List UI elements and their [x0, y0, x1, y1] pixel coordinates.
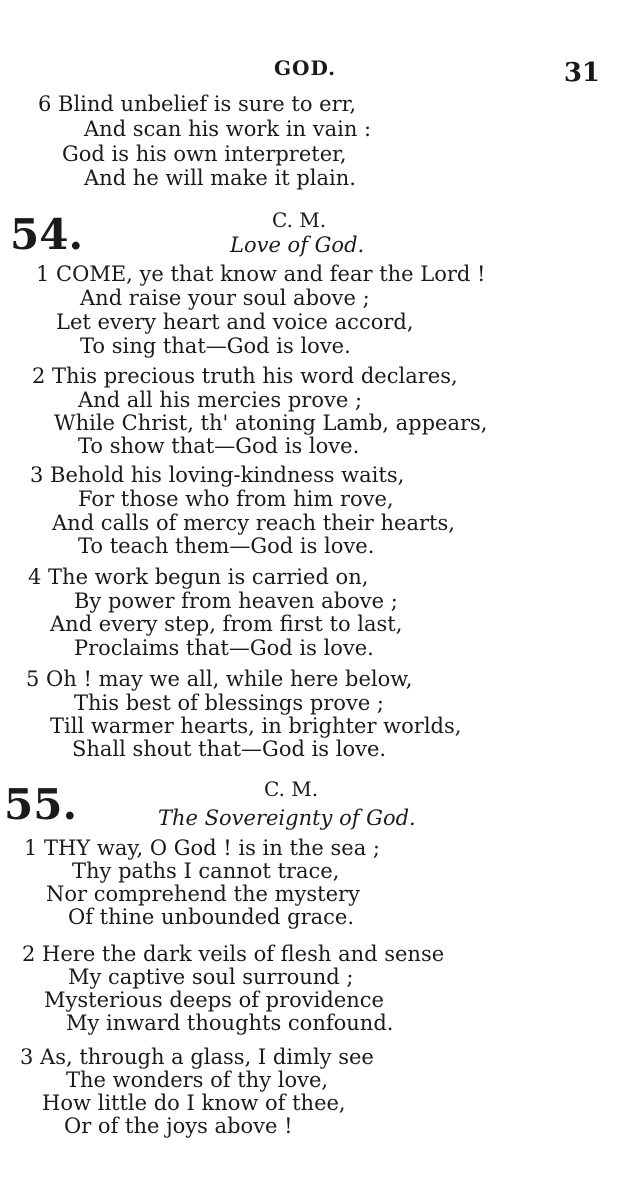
verse-line: Nor comprehend the mystery: [46, 882, 360, 906]
verse-line: My captive soul surround ;: [68, 965, 354, 989]
verse-line: 1 COME, ye that know and fear the Lord !: [36, 262, 486, 286]
verse-line: 3 Behold his loving-kindness waits,: [30, 463, 405, 487]
verse-line: Till warmer hearts, in brighter worlds,: [50, 714, 462, 738]
verse-line: While Christ, th' atoning Lamb, appears,: [54, 411, 488, 435]
verse-line: For those who from him rove,: [78, 487, 394, 511]
verse-line: And every step, from first to last,: [50, 612, 403, 636]
intro-line: 6 Blind unbelief is sure to err,: [38, 92, 357, 116]
verse-line: Shall shout that—God is love.: [72, 737, 387, 761]
verse-line: Proclaims that—God is love.: [74, 636, 374, 660]
verse-line: To teach them—God is love.: [78, 534, 375, 558]
verse-line: 2 This precious truth his word declares,: [32, 364, 458, 388]
verse-line: 5 Oh ! may we all, while here below,: [26, 667, 413, 691]
hymn-meter: C. M.: [272, 208, 327, 232]
hymn-title: The Sovereignty of God.: [158, 806, 416, 830]
verse-line: Thy paths I cannot trace,: [72, 859, 340, 883]
verse-line: How little do I know of thee,: [42, 1091, 346, 1115]
verse-line: 4 The work begun is carried on,: [28, 565, 369, 589]
verse-line: Or of the joys above !: [64, 1114, 293, 1138]
verse-line: And all his mercies prove ;: [78, 388, 363, 412]
verse-line: Mysterious deeps of providence: [44, 988, 384, 1012]
verse-line: 2 Here the dark veils of flesh and sense: [22, 942, 445, 966]
verse-line: This best of blessings prove ;: [74, 691, 384, 715]
hymn-number: 55.: [4, 780, 78, 829]
verse-line: My inward thoughts confound.: [66, 1011, 394, 1035]
page-number: 31: [563, 58, 600, 88]
hymn-number: 54.: [10, 210, 84, 259]
verse-line: And raise your soul above ;: [80, 286, 370, 310]
verse-line: 1 THY way, O God ! is in the sea ;: [24, 836, 380, 860]
verse-line: 3 As, through a glass, I dimly see: [20, 1045, 374, 1069]
page-header-title: GOD.: [273, 56, 337, 80]
verse-line: Let every heart and voice accord,: [56, 310, 414, 334]
verse-line: Of thine unbounded grace.: [68, 905, 355, 929]
verse-line: The wonders of thy love,: [66, 1068, 329, 1092]
hymn-meter: C. M.: [264, 777, 319, 801]
hymn-title: Love of God.: [230, 233, 365, 257]
verse-line: And calls of mercy reach their hearts,: [52, 511, 455, 535]
verse-line: By power from heaven above ;: [74, 589, 398, 613]
verse-line: To sing that—God is love.: [80, 334, 351, 358]
intro-line: And he will make it plain.: [84, 166, 356, 190]
intro-line: God is his own interpreter,: [62, 142, 347, 166]
verse-line: To show that—God is love.: [78, 434, 360, 458]
intro-line: And scan his work in vain :: [84, 117, 372, 141]
